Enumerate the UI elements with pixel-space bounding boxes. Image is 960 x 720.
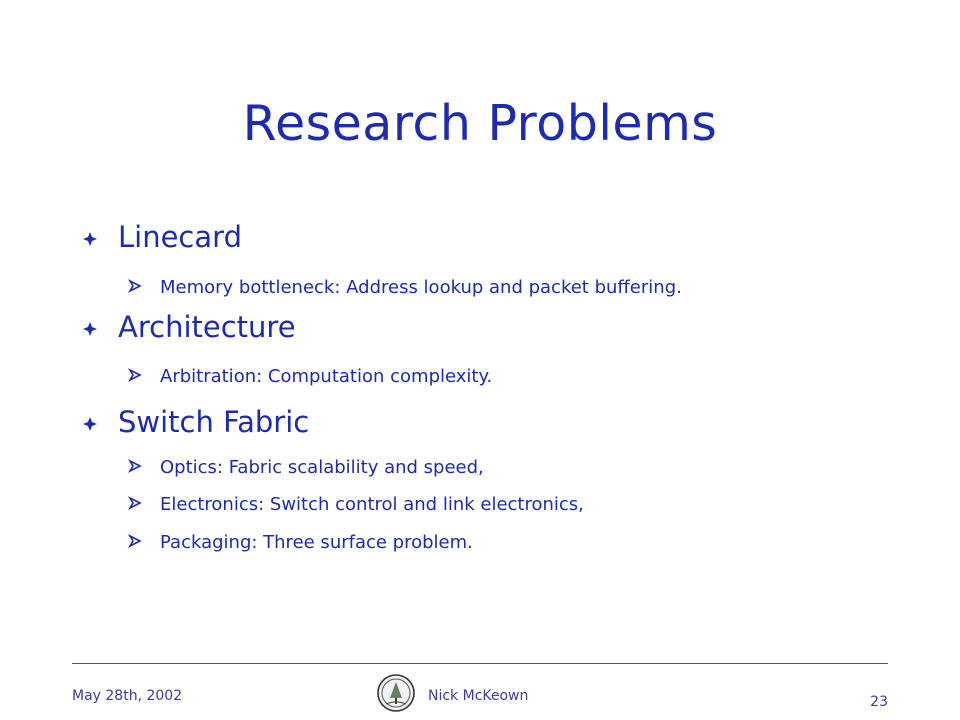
diamond-bullet-icon xyxy=(82,220,118,254)
list-item xyxy=(128,490,584,518)
list-item xyxy=(128,528,473,556)
section-switch-fabric xyxy=(82,402,309,442)
slide-title: Research Problems xyxy=(242,95,718,152)
list-item xyxy=(128,362,492,390)
list-item-text: Electronics: Switch control and link electronics, xyxy=(160,493,584,515)
footer-date: May 28th, 2002 xyxy=(72,688,183,704)
arrow-bullet-icon xyxy=(128,494,160,515)
arrow-bullet-icon xyxy=(128,277,160,298)
footer-divider xyxy=(72,663,888,664)
section-architecture xyxy=(82,307,296,347)
arrow-bullet-icon xyxy=(128,366,160,387)
diamond-bullet-icon xyxy=(82,405,118,439)
list-item-text: Optics: Fabric scalability and speed, xyxy=(160,456,484,478)
arrow-bullet-icon xyxy=(128,457,160,478)
list-item-text: Memory bottleneck: Address lookup and packet buffering. xyxy=(160,276,682,298)
diamond-bullet-icon xyxy=(82,310,118,344)
section-heading: Architecture xyxy=(118,310,296,344)
list-item-text: Arbitration: Computation complexity. xyxy=(160,365,493,387)
section-heading: Switch Fabric xyxy=(118,405,310,439)
list-item xyxy=(128,273,682,301)
list-item-text: Packaging: Three surface problem. xyxy=(160,531,473,553)
page-number: 23 xyxy=(870,694,888,710)
section-heading: Linecard xyxy=(118,220,242,254)
arrow-bullet-icon xyxy=(128,532,160,553)
footer-author: Nick McKeown xyxy=(428,688,529,704)
list-item xyxy=(128,453,484,481)
section-linecard xyxy=(82,217,242,257)
university-seal-icon xyxy=(376,673,416,713)
